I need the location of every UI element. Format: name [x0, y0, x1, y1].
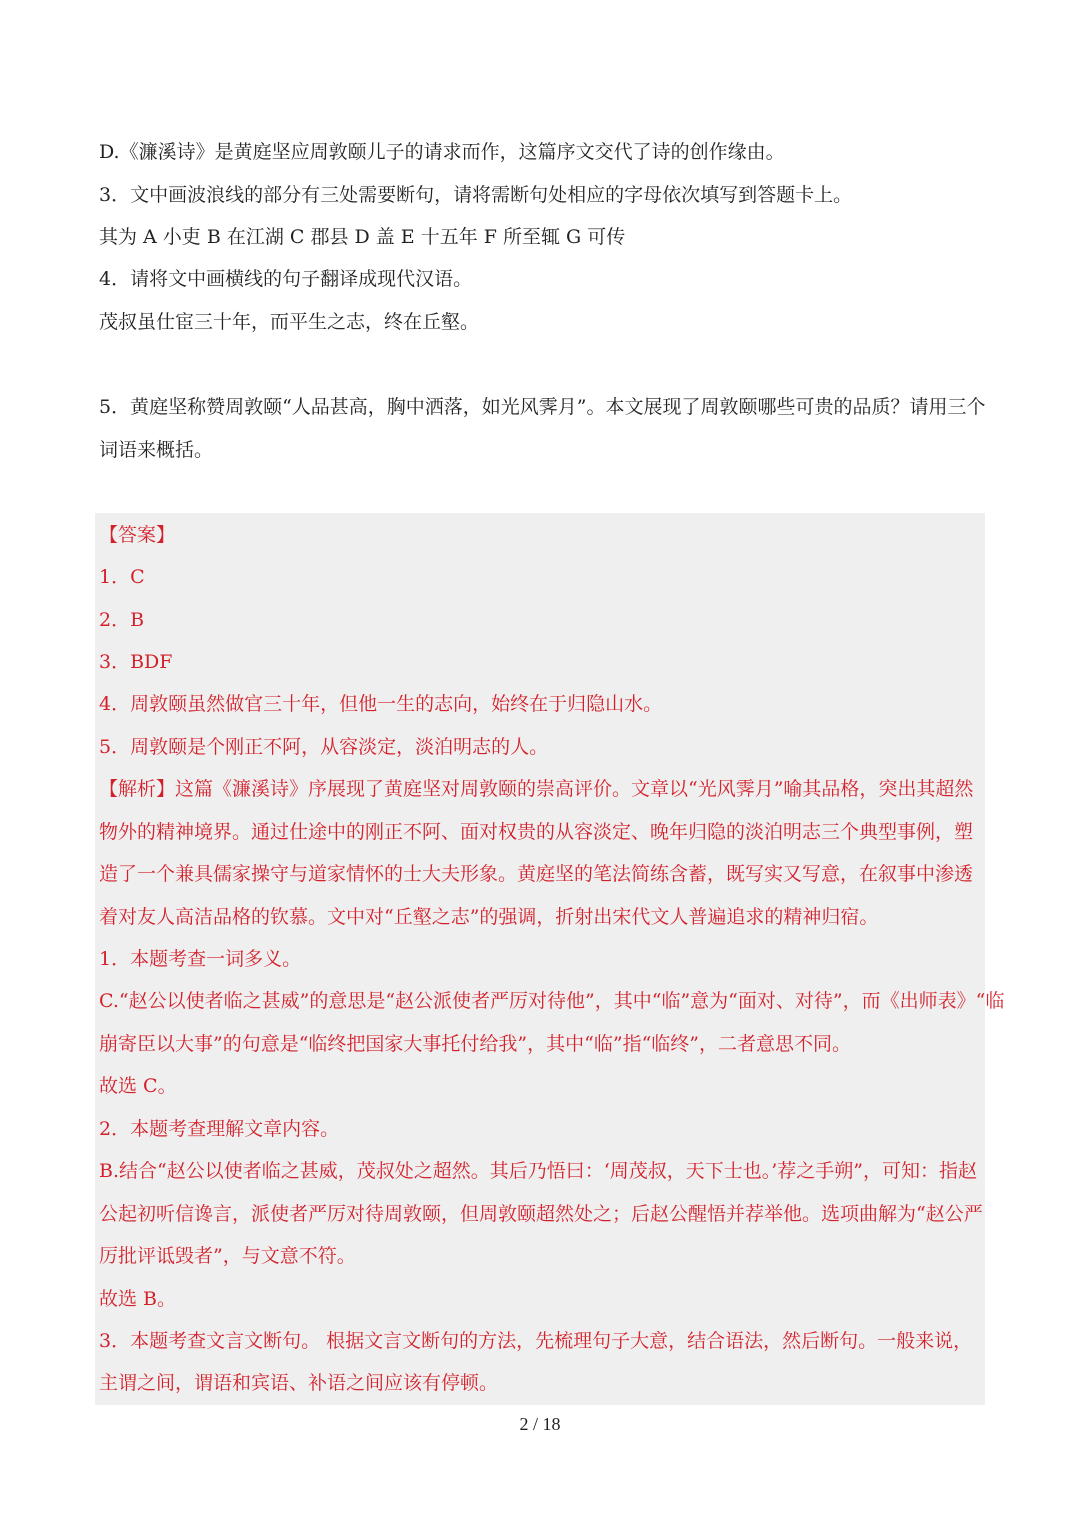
explanation-1-conclusion: 故选 C。 — [99, 1075, 177, 1097]
answer-4: 4．周敦颐虽然做官三十年，但他一生的志向，始终在于归隐山水。 — [99, 693, 663, 715]
answer-3: 3．BDF — [99, 651, 173, 673]
explanation-2-line-3: 厉批评诋毁者”，与文意不符。 — [99, 1245, 356, 1267]
analysis-summary-line-4: 着对友人高洁品格的钦慕。文中对“丘壑之志”的强调，折射出宋代文人普遍追求的精神归宿。 — [99, 906, 879, 928]
explanation-3-line-1: 3．本题考查文言文断句。 根据文言文断句的方法，先梳理句子大意，结合语法，然后断句。一般来说， — [99, 1330, 973, 1352]
explanation-2-conclusion: 故选 B。 — [99, 1288, 177, 1310]
question-3-prompt: 3．文中画波浪线的部分有三处需要断句，请将需断句处相应的字母依次填写到答题卡上。 — [99, 184, 853, 206]
page-number: 2 / 18 — [519, 1414, 561, 1434]
explanation-3-line-2: 主谓之间，谓语和宾语、补语之间应该有停顿。 — [99, 1372, 499, 1394]
question-3-text: 其为 A 小吏 B 在江湖 C 郡县 D 盖 E 十五年 F 所至辄 G 可传 — [99, 226, 626, 248]
question-2-option-d: D.《濂溪诗》是黄庭坚应周敦颐儿子的请求而作，这篇序文交代了诗的创作缘由。 — [99, 141, 785, 163]
answer-heading: 【答案】 — [99, 524, 176, 546]
explanation-2-line-2: 公起初听信谗言，派使者严厉对待周敦颐，但周敦颐超然处之；后赵公醒悟并荐举他。选项曲解为“赵公严 — [99, 1203, 983, 1225]
explanation-1-title: 1．本题考查一词多义。 — [99, 948, 302, 970]
analysis-summary-line-2: 物外的精神境界。通过仕途中的刚正不阿、面对权贵的从容淡定、晚年归隐的淡泊明志三个典型事例，塑 — [99, 821, 974, 843]
analysis-summary-line-1: 【解析】这篇《濂溪诗》序展现了黄庭坚对周敦颐的崇高评价。文章以“光风霁月”喻其品格，突出其超然 — [99, 778, 974, 800]
question-5-prompt-line-1: 5．黄庭坚称赞周敦颐“人品甚高，胸中洒落，如光风霁月”。本文展现了周敦颐哪些可贵的品质？请用三个 — [99, 396, 986, 418]
answer-2: 2．B — [99, 609, 145, 631]
answer-1: 1．C — [99, 566, 145, 588]
analysis-summary-line-3: 造了一个兼具儒家操守与道家情怀的士大夫形象。黄庭坚的笔法简练含蓄，既写实又写意，在叙事中渗透 — [99, 863, 974, 885]
explanation-1-line-2: 崩寄臣以大事”的句意是“临终把国家大事托付给我”，其中“临”指“临终”，二者意思不同。 — [99, 1033, 851, 1055]
explanation-2-line-1: B.结合“赵公以使者临之甚威，茂叔处之超然。其后乃悟曰：‘周茂叔，天下士也。’荐之手朔”，可知：指赵 — [99, 1160, 978, 1182]
question-5-prompt-line-2: 词语来概括。 — [99, 439, 214, 461]
question-4-text: 茂叔虽仕宦三十年，而平生之志，终在丘壑。 — [99, 311, 480, 333]
question-4-prompt: 4．请将文中画横线的句子翻译成现代汉语。 — [99, 268, 473, 290]
explanation-1-line-1: C.“赵公以使者临之甚威”的意思是“赵公派使者严厉对待他”，其中“临”意为“面对、对待”，而《出师表》“临 — [99, 990, 1005, 1012]
answer-5: 5．周敦颐是个刚正不阿，从容淡定，淡泊明志的人。 — [99, 736, 549, 758]
explanation-2-title: 2．本题考查理解文章内容。 — [99, 1118, 340, 1140]
